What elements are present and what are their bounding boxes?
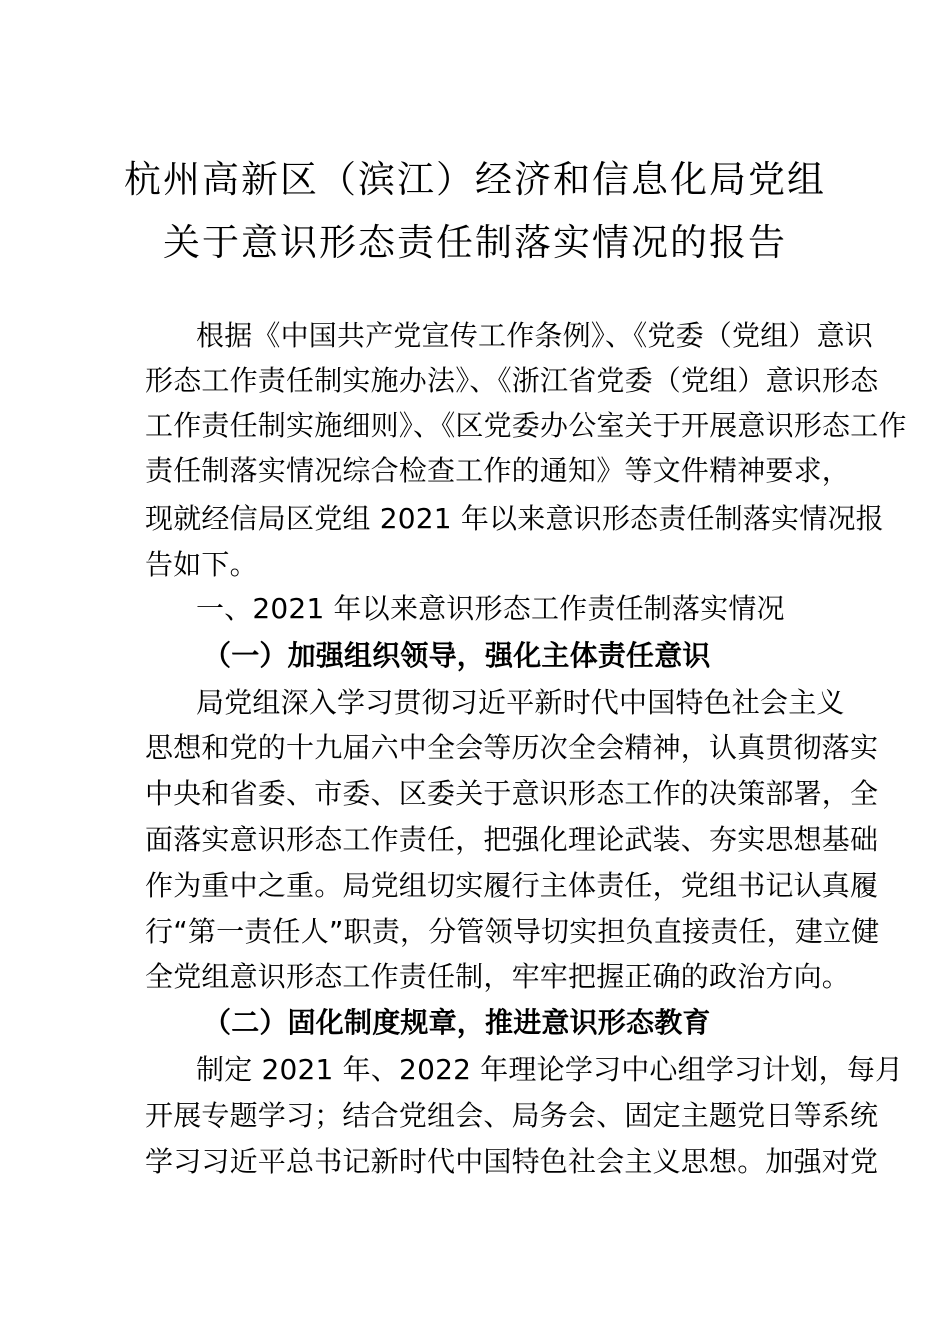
subsection-1-line: 局党组深入学习贯彻习近平新时代中国特色社会主义	[196, 686, 845, 719]
section-heading-1: 一、2021 年以来意识形态工作责任制落实情况	[196, 592, 785, 625]
subsection-1-line: 作为重中之重。局党组切实履行主体责任，党组书记认真履	[145, 869, 879, 902]
subsection-2-line: 制定 2021 年、2022 年理论学习中心组学习计划，每月	[196, 1053, 904, 1086]
subsection-1-line: 中央和省委、市委、区委关于意识形态工作的决策部署，全	[145, 777, 879, 810]
title-line-1: 杭州高新区（滨江）经济和信息化局党组	[124, 158, 826, 201]
intro-paragraph-line: 工作责任制实施细则》、《区党委办公室关于开展意识形态工作	[145, 409, 907, 442]
intro-paragraph-line: 告如下。	[145, 548, 258, 581]
intro-paragraph-line: 现就经信局区党组 2021 年以来意识形态责任制落实情况报	[145, 502, 884, 535]
subsection-heading-2: （二）固化制度规章，推进意识形态教育	[203, 1006, 711, 1039]
subsection-1-line: 面落实意识形态工作责任，把强化理论武装、夯实思想基础	[145, 823, 879, 856]
title-line-2: 关于意识形态责任制落实情况的报告	[163, 221, 787, 264]
subsection-heading-1: （一）加强组织领导，强化主体责任意识	[203, 639, 711, 672]
intro-paragraph-line: 形态工作责任制实施办法》、《浙江省党委（党组）意识形态	[145, 364, 879, 397]
subsection-1-line: 行“第一责任人”职责，分管领导切实担负直接责任，建立健	[145, 915, 880, 948]
subsection-2-line: 开展专题学习；结合党组会、局务会、固定主题党日等系统	[145, 1099, 879, 1132]
subsection-2-line: 学习习近平总书记新时代中国特色社会主义思想。加强对党	[145, 1145, 879, 1178]
intro-paragraph-line: 责任制落实情况综合检查工作的通知》等文件精神要求，	[145, 454, 851, 487]
subsection-1-line: 思想和党的十九届六中全会等历次全会精神，认真贯彻落实	[145, 731, 879, 764]
intro-paragraph-line: 根据《中国共产党宣传工作条例》、《党委（党组）意识	[196, 319, 874, 352]
subsection-1-line: 全党组意识形态工作责任制，牢牢把握正确的政治方向。	[145, 960, 851, 993]
